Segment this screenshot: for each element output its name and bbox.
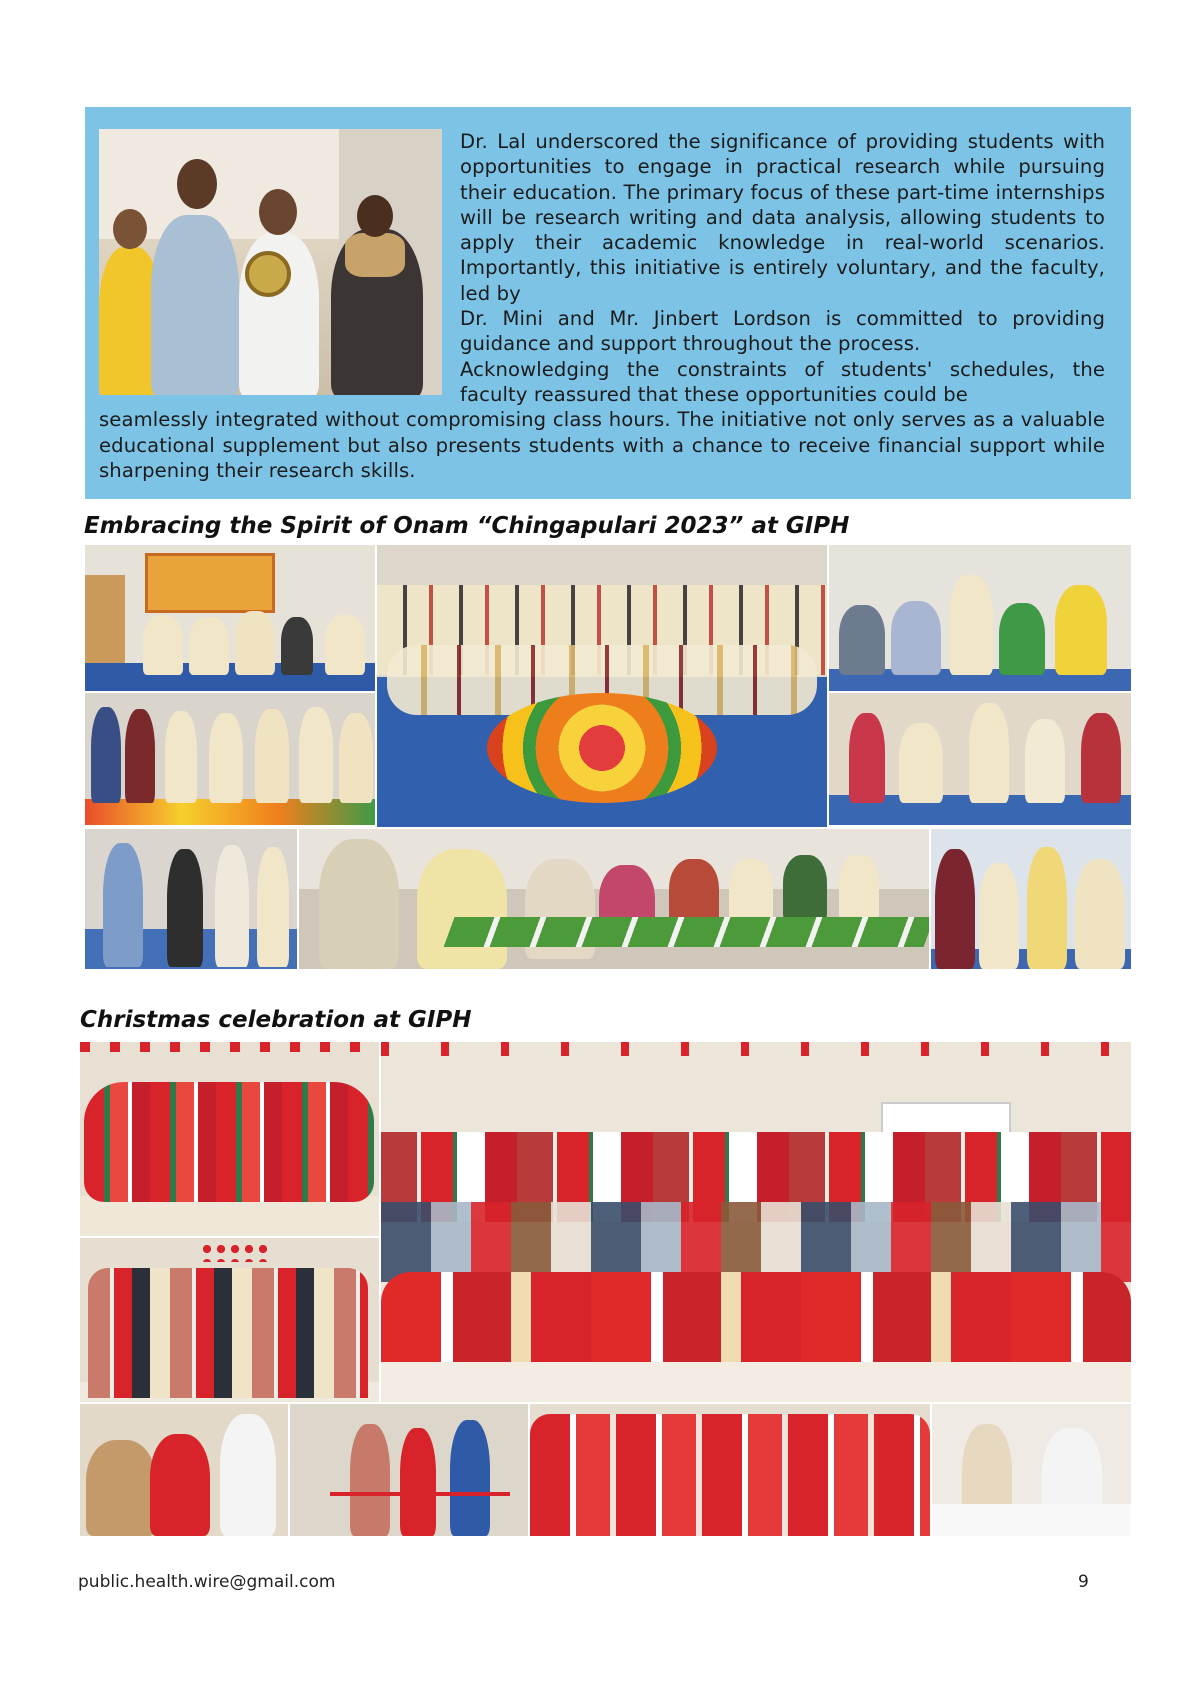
award-presentation-photo <box>99 129 442 395</box>
christmas-photo-group-large <box>381 1042 1131 1402</box>
christmas-photo-group-2 <box>80 1238 379 1402</box>
article-paragraph-1: Dr. Lal underscored the significance of providing students with opportunities to engage in practical research while pursuing their education. The primary focus of these part-time internships will be research writing and data analysis, allowing students to apply their academic knowledge in real-world scenarios. Importantly, this initiative is entirely voluntary, and the faculty, led by <box>460 130 1105 305</box>
article-paragraph-4: seamlessly integrated without compromising class hours. The initiative not only serves as a valuable educational supplement but also presents students with a chance to receive financial support while sharpening their research skills. <box>99 408 1105 482</box>
page-number: 9 <box>1078 1572 1089 1592</box>
article-box <box>85 107 1131 499</box>
onam-photo-procession <box>85 829 297 969</box>
onam-photo-stage <box>85 545 375 691</box>
christmas-collage <box>80 1042 1131 1536</box>
christmas-section-title: Christmas celebration at GIPH <box>80 1007 472 1033</box>
onam-collage <box>85 545 1131 969</box>
onam-photo-friends <box>931 829 1131 969</box>
article-paragraph-3: Acknowledging the constraints of students' schedules, the faculty reassured that these opportunities could be <box>460 357 1105 406</box>
footer-email: public.health.wire@gmail.com <box>78 1572 336 1592</box>
christmas-photo-group-1 <box>80 1042 379 1236</box>
onam-photo-guests <box>829 545 1131 691</box>
article-paragraph-2: Dr. Mini and Mr. Jinbert Lordson is committed to providing guidance and support throughout the process. <box>460 307 1105 356</box>
onam-photo-dance <box>829 693 1131 825</box>
christmas-photo-games <box>932 1404 1131 1536</box>
christmas-photo-gifts <box>80 1404 288 1536</box>
onam-photo-sadya <box>299 829 929 969</box>
onam-photo-pookalam-group <box>377 545 827 827</box>
christmas-photo-ribbon <box>290 1404 528 1536</box>
onam-photo-lamp <box>85 693 375 825</box>
onam-section-title: Embracing the Spirit of Onam “Chingapulari 2023” at GIPH <box>84 513 850 539</box>
christmas-photo-santa-hats <box>530 1404 930 1536</box>
